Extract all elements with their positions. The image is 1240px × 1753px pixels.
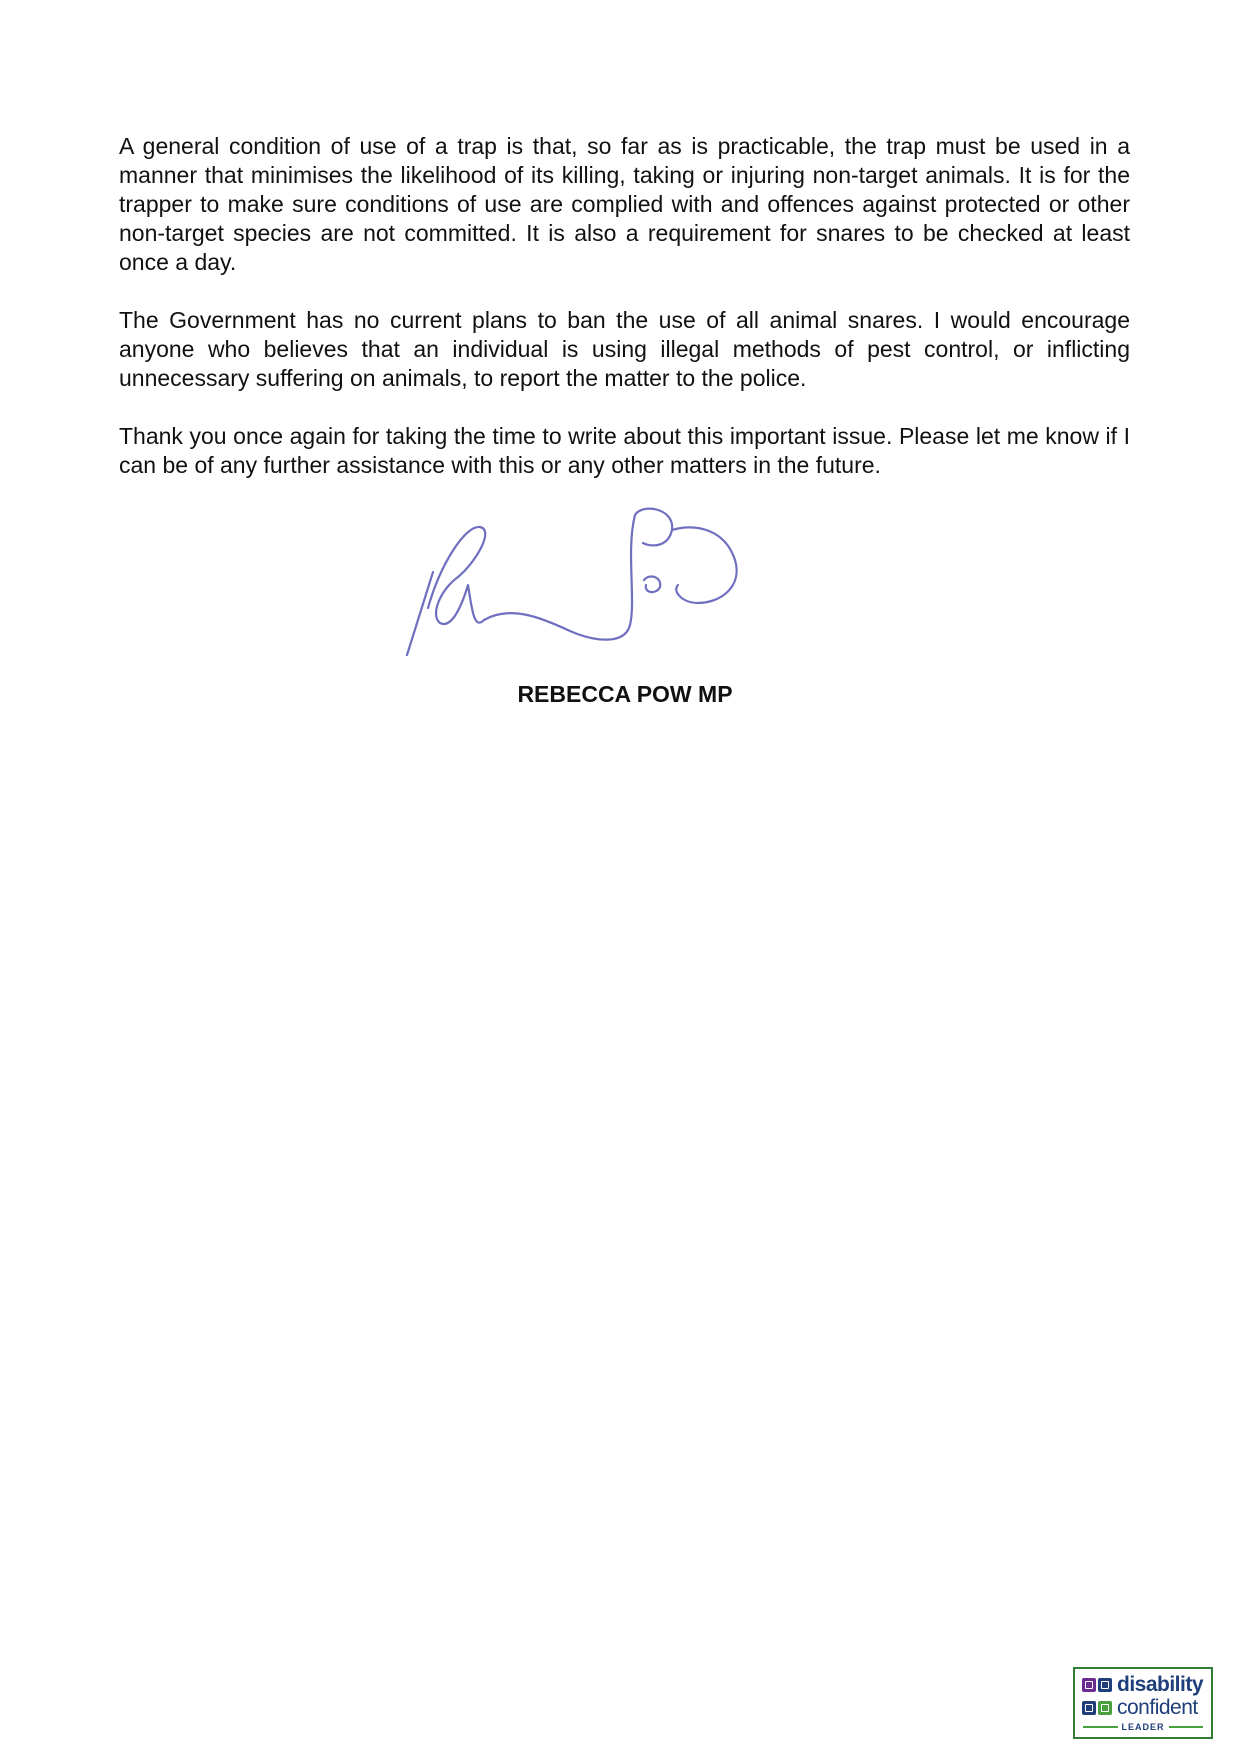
signatory-name: REBECCA POW MP — [517, 681, 733, 707]
check-icon — [1098, 1678, 1112, 1692]
paragraph-government-plans: The Government has no current plans to ban the use of all animal snares. I would encourage anyone who believes that an individual is using illegal methods of pest control, or inflicting unnecessary suffering on animals, to report the matter to the police. — [119, 307, 1130, 391]
paragraph-trap-conditions: A general condition of use of a trap is that, so far as is practicable, the trap must be used in a manner that minimises the likelihood of its killing, taking or injuring non-target animals. It is for the trapper to make sure conditions of use are complied with and offences against protected or other non-target species are not committed. It is also a requirement for snares to be checked at least once a day. — [119, 133, 1130, 275]
badge-level: LEADER — [1121, 1722, 1165, 1732]
badge-word-disability: disability — [1117, 1673, 1204, 1696]
handwritten-signature — [400, 505, 850, 665]
letter-body — [119, 132, 1130, 509]
badge-word-confident: confident — [1117, 1696, 1198, 1719]
badge-divider-left — [1083, 1726, 1118, 1728]
lock-icon — [1082, 1701, 1096, 1715]
disability-confident-leader-badge — [1073, 1667, 1213, 1739]
paragraph-closing: Thank you once again for taking the time to write about this important issue. Please let me know if I can be of any further assistance with this or any other matters in the future. — [119, 423, 1130, 478]
people-icon — [1082, 1678, 1096, 1692]
badge-divider-right — [1169, 1726, 1204, 1728]
workplace-icon — [1098, 1701, 1112, 1715]
